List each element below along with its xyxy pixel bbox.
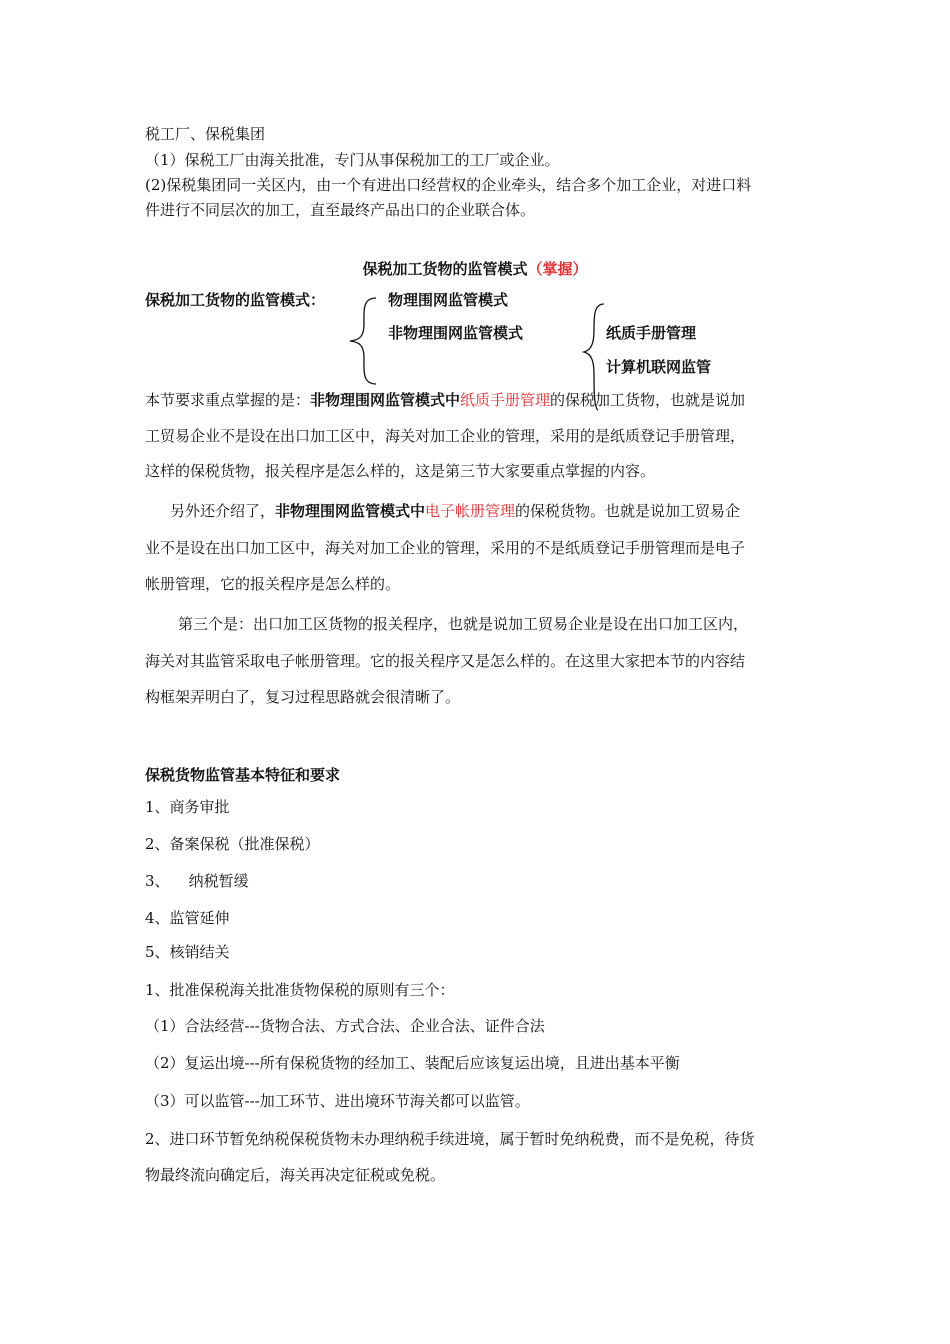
detail-1b: （2）复运出境---所有保税货物的经加工、装配后应该复运出境，且进出基本平衡 [145,1054,680,1072]
intro-item-2-line-1: (2)保税集团同一关区内，由一个有进出口经营权的企业牵头，结合多个加工企业，对进口料 [145,176,752,194]
para1-line-1 [145,390,745,410]
feature-item: 2、备案保税（批准保税） [145,835,320,853]
feature-item: 5、核销结关 [145,943,230,961]
feature-item: 4、监管延伸 [145,909,230,927]
para1-lead: 本节要求重点掌握的是： [145,391,311,409]
section-heading-emphasis: （掌握） [527,260,588,278]
diagram-branch-physical: 物理围网监管模式 [388,291,509,309]
para2-bold: 非物理围网监管模式中 [275,502,426,520]
para3-line-1: 第三个是：出口加工区货物的报关程序，也就是说加工贸易企业是设在出口加工区内， [178,615,749,633]
para2-line-1 [170,501,740,521]
para2-line-3: 帐册管理，它的报关程序是怎么样的。 [145,575,401,593]
left-brace-icon [342,296,382,386]
features-heading: 保税货物监管基本特征和要求 [145,766,341,784]
para2-line-2: 业不是设在出口加工区中，海关对加工企业的管理，采用的不是纸质登记手册管理而是电子 [145,539,746,557]
intro-item-1: （1）保税工厂由海关批准，专门从事保税加工的工厂或企业。 [145,151,560,169]
section-heading [0,258,950,279]
intro-item-2-line-2: 件进行不同层次的加工，直至最终产品出口的企业联合体。 [145,201,536,219]
feature-item: 1、商务审批 [145,798,230,816]
intro-title: 税工厂、保税集团 [145,125,266,143]
diagram-root-label: 保税加工货物的监管模式： [145,291,326,309]
para2-red: 电子帐册管理 [425,502,516,520]
diagram-branch-nonphysical: 非物理围网监管模式 [388,324,524,342]
detail-2-line-1: 2、进口环节暂免纳税保税货物未办理纳税手续进境，属于暂时免纳税费，而不是免税，待货 [145,1130,755,1148]
para3-line-3: 构框架弄明白了，复习过程思路就会很清晰了。 [145,688,461,706]
para2-lead: 另外还介绍了， [170,502,276,520]
para1-line-2: 工贸易企业不是设在出口加工区中，海关对加工企业的管理，采用的是纸质登记手册管理， [145,427,746,445]
detail-1: 1、批准保税海关批准货物保税的原则有三个： [145,981,455,999]
detail-1a: （1）合法经营---货物合法、方式合法、企业合法、证件合法 [145,1017,545,1035]
detail-1c: （3）可以监管---加工环节、进出境环节海关都可以监管。 [145,1092,530,1110]
section-heading-text: 保税加工货物的监管模式 [362,260,528,278]
para3-line-2: 海关对其监管采取电子帐册管理。它的报关程序又是怎么样的。在这里大家把本节的内容结 [145,652,746,670]
para2-tail: 的保税货物。也就是说加工贸易企 [515,502,741,520]
para1-red: 纸质手册管理 [460,391,551,409]
feature-item: 3、 纳税暂缓 [145,872,249,890]
para1-bold: 非物理围网监管模式中 [310,391,461,409]
diagram-sub-paper: 纸质手册管理 [606,324,697,342]
para1-line-3: 这样的保税货物，报关程序是怎么样的，这是第三节大家要重点掌握的内容。 [145,462,656,480]
diagram-sub-network: 计算机联网监管 [606,358,712,376]
para1-tail: 的保税加工货物，也就是说加 [550,391,746,409]
detail-2-line-2: 物最终流向确定后，海关再决定征税或免税。 [145,1166,446,1184]
